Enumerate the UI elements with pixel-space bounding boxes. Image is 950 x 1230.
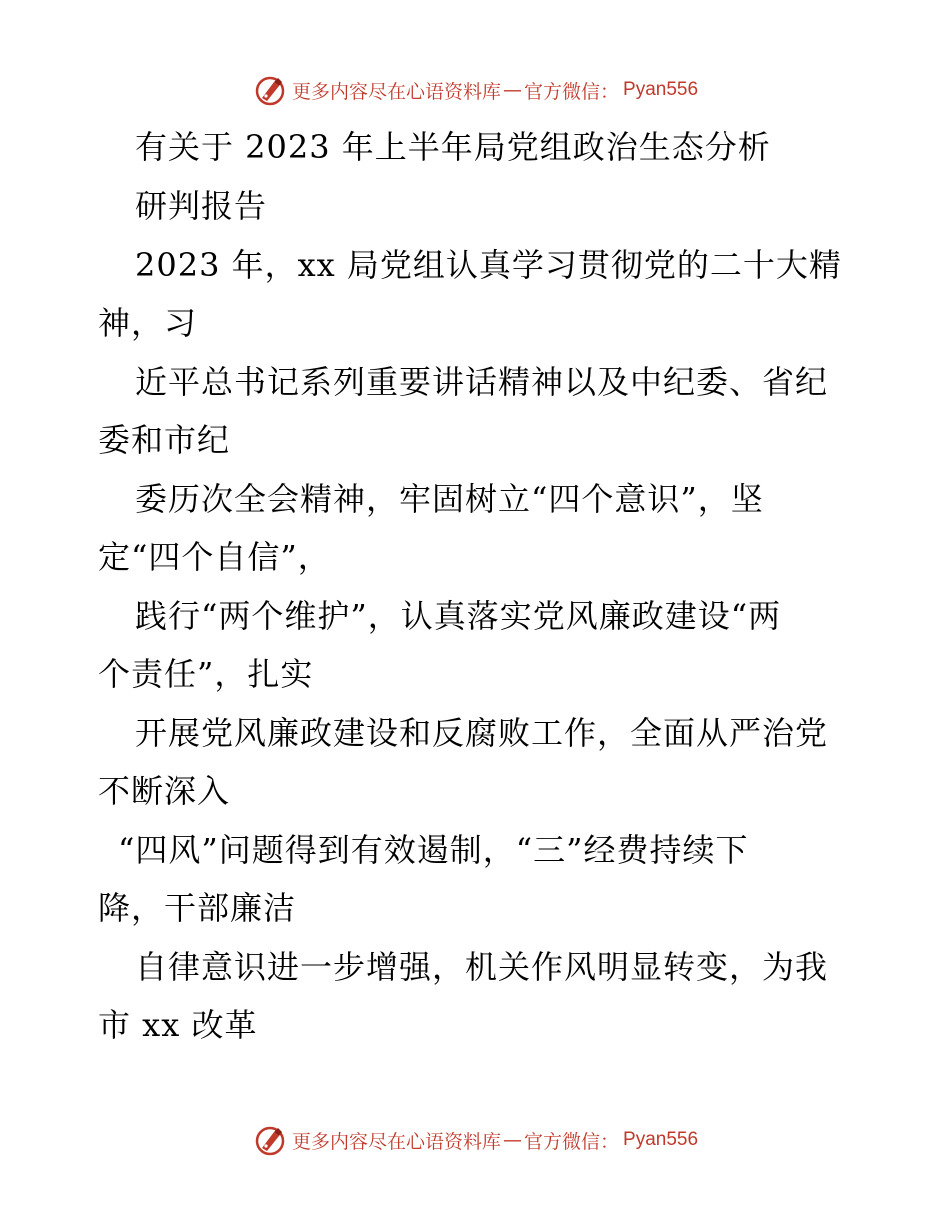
doc-line: 神，习 [98,304,198,342]
banner-wechat-id: Pyan556 [623,79,699,100]
banner-colon: ： [600,80,620,103]
footer-banner [0,1120,950,1160]
banner-wechat-label: 官方微信 [523,80,600,103]
doc-line: 降，干部廉洁 [98,889,297,927]
banner-text: 更多内容尽在心语资料库 [291,1130,501,1153]
doc-line: 市 xx 改革 [98,1006,258,1044]
doc-line: 委历次全会精神，牢固树立“四个意识”，坚 [135,480,764,518]
doc-line-title-1: 有关于 2023 年上半年局党组政治生态分析 [135,128,771,166]
doc-line: 自律意识进一步增强，机关作风明显转变，为我 [135,948,829,986]
banner-text: 更多内容尽在心语资料库 [291,80,501,103]
banner-wechat-id: Pyan556 [623,1129,699,1150]
banner-dash: — [502,1129,522,1151]
doc-line: 定“四个自信”， [98,538,331,576]
doc-line: “四风”问题得到有效遏制，“三”经费持续下 [118,831,749,869]
banner-dash: — [502,79,522,101]
doc-line: 个责任”，扎实 [98,655,314,693]
doc-line: 委和市纪 [98,421,231,459]
doc-line: 开展党风廉政建设和反腐败工作，全面从严治党 [135,714,829,752]
doc-line: 践行“两个维护”，认真落实党风廉政建设“两 [135,597,782,635]
doc-line: 近平总书记系列重要讲话精神以及中纪委、省纪 [135,363,829,401]
banner-colon: ： [600,1130,620,1153]
doc-line: 不断深入 [98,772,231,810]
pen-nib-logo-icon [252,1122,288,1158]
doc-line-title-2: 研判报告 [135,187,268,225]
doc-line: 2023 年，xx 局党组认真学习贯彻党的二十大精 [135,246,842,284]
banner-wechat-label: 官方微信 [523,1130,600,1153]
